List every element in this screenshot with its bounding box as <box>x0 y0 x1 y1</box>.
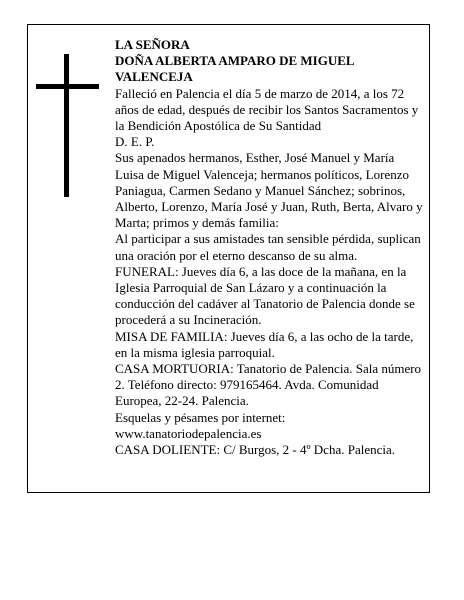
family-list: Sus apenados hermanos, Esther, José Manuel y María Luisa de Miguel Valenceja; hermanos políticos, Lorenzo Paniagua, Carmen Sedano y Manuel Sánchez; sobrinos, Alberto, Lorenzo, María José y Juan, Ruth, Berta, Alvaro y Marta; primos y demás familia: <box>115 150 423 231</box>
cross-icon <box>64 54 69 197</box>
funeral-home-info: CASA MORTUORIA: Tanatorio de Palencia. Sala número 2. Teléfono directo: 979165464. Avda. Comunidad Europea, 22-24. Palencia. <box>115 361 422 409</box>
rip-line: D. E. P. <box>115 134 155 150</box>
website-link[interactable]: www.tanatoriodepalencia.es <box>115 425 262 441</box>
family-mass-info: MISA DE FAMILIA: Jueves día 6, a las ocho de la tarde, en la misma iglesia parroquial. <box>115 328 414 360</box>
prayer-request: Al participar a sus amistades tan sensible pérdida, suplican una oración por el eterno descanso de su alma. <box>115 231 421 263</box>
online-condolences-label: Esquelas y pésames por internet: <box>115 409 286 425</box>
deceased-title: LA SEÑORA <box>115 37 190 52</box>
funeral-info: FUNERAL: Jueves día 6, a las doce de la mañana, en la Iglesia Parroquial de San Lázaro y a continuación la conducción del cadáver al Tanatorio de Palencia donde se procederá a su Incineración. <box>115 263 415 328</box>
cross-icon-bar <box>36 84 99 89</box>
death-announcement: Falleció en Palencia el día 5 de marzo de 2014, a los 72 años de edad, después de recibir los Santos Sacramentos y la Bendición Apostólica de Su Santidad <box>115 85 419 134</box>
family-home-info: CASA DOLIENTE: C/ Burgos, 2 - 4º Dcha. Palencia. <box>115 442 396 458</box>
obituary-text <box>115 37 425 458</box>
deceased-name: DOÑA ALBERTA AMPARO DE MIGUEL VALENCEJA <box>115 53 354 85</box>
